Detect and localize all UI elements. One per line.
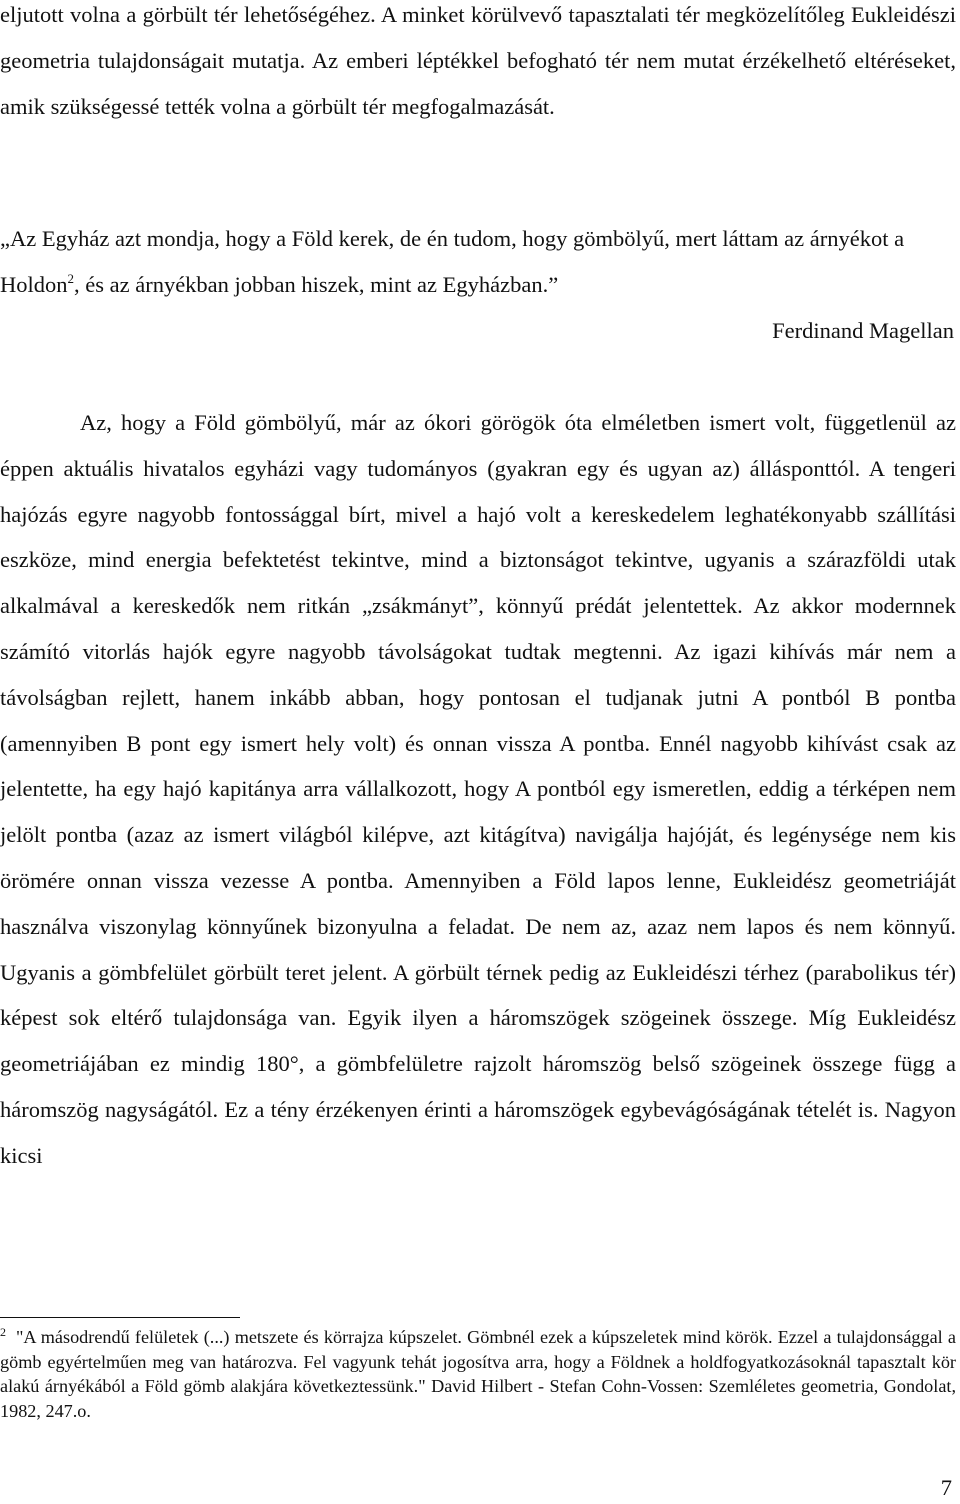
footnote-text: "A másodrendű felületek (...) metszete és körrajza kúpszelet. Gömbnél ezek a kúpszeletek mind körök. Ezzel a tulajdonsággal a gömb egyértelműen meg van határozva. Fel vagyunk tehát jogosítva arra, hogy a Földnek a holdfogyatkozásoknál tapasztalt kör alakú árnyékából a Föld gömb alakjára következtessünk." David Hilbert - Stefan Cohn-Vossen: Szemléletes geometria, Gondolat, 1982, 247.o.	[0, 1327, 956, 1421]
quote-author: Ferdinand Magellan	[772, 318, 954, 343]
footnote-reference[interactable]: 2	[67, 270, 74, 286]
footnote-divider	[0, 1317, 240, 1318]
footnote	[0, 1325, 956, 1423]
paragraph-main: Az, hogy a Föld gömbölyű, már az ókori görögök óta elméletben ismert volt, függetlenül az éppen aktuális hivatalos egyházi vagy tudományos (gyakran egy és ugyan az) állásponttól. A tengeri hajózás egyre nagyobb fontossággal bírt, mivel a hajó volt a kereskedelem leghatékonyabb szállítási eszköze, mind energia befektetést tekintve, mind a biztonságot tekintve, ugyanis a szárazföldi utak alkalmával a kereskedők nem ritkán „zsákmányt”, könnyű prédát jelentettek. Az akkor modernnek számító vitorlás hajók egyre nagyobb távolságokat tudtak megtenni. Az igazi kihívás már nem a távolságban rejlett, hanem inkább abban, hogy pontosan el tudjanak jutni A pontból B pontba (amennyiben B pont egy ismert hely volt) és onnan vissza A pontba. Ennél nagyobb kihívást csak az jelentette, ha egy hajó kapitánya arra vállalkozott, hogy A pontból egy ismeretlen, eddig a térképen nem jelölt pontba (azaz az ismert világból kilépve, azt kitágítva) navigálja hajóját, és legénysége nem kis örömére onnan vissza vezesse A pontba. Amennyiben a Föld lapos lenne, Eukleidész geometriáját használva viszonylag könnyűnek bizonyulna a feladat. De nem az, azaz nem lapos és nem könnyű. Ugyanis a gömbfelület görbült teret jelent. A görbült térnek pedig az Eukleidészi térhez (parabolikus tér) képest sok eltérő tulajdonsága van. Egyik ilyen a háromszögek szögeinek összege. Míg Eukleidész geometriájában ez mindig 180°, a gömbfelületre rajzolt háromszög belső szögeinek összege függ a háromszög nagyságától. Ez a tény érzékenyen érinti a háromszögek egybevágóságának tételét is. Nagyon kicsi	[0, 410, 956, 1168]
footnote-number: 2	[0, 1324, 6, 1339]
quote-paragraph	[0, 216, 956, 308]
page-number: 7	[940, 1475, 952, 1500]
quote-text-after: , és az árnyékban jobban hiszek, mint az Egyházban.”	[74, 271, 559, 297]
quote-text-before: „Az Egyház azt mondja, hogy a Föld kerek, de én tudom, hogy gömbölyű, mert láttam az árnyékot a Holdon	[0, 226, 905, 297]
paragraph-intro: eljutott volna a görbült tér lehetőségéhez. A minket körülvevő tapasztalati tér megközelítőleg Eukleidészi geometria tulajdonságait mutatja. Az emberi léptékkel befogható tér nem mutat érzékelhető eltéréseket, amik szükségessé tették volna a görbült tér megfogalmazását.	[0, 2, 956, 119]
